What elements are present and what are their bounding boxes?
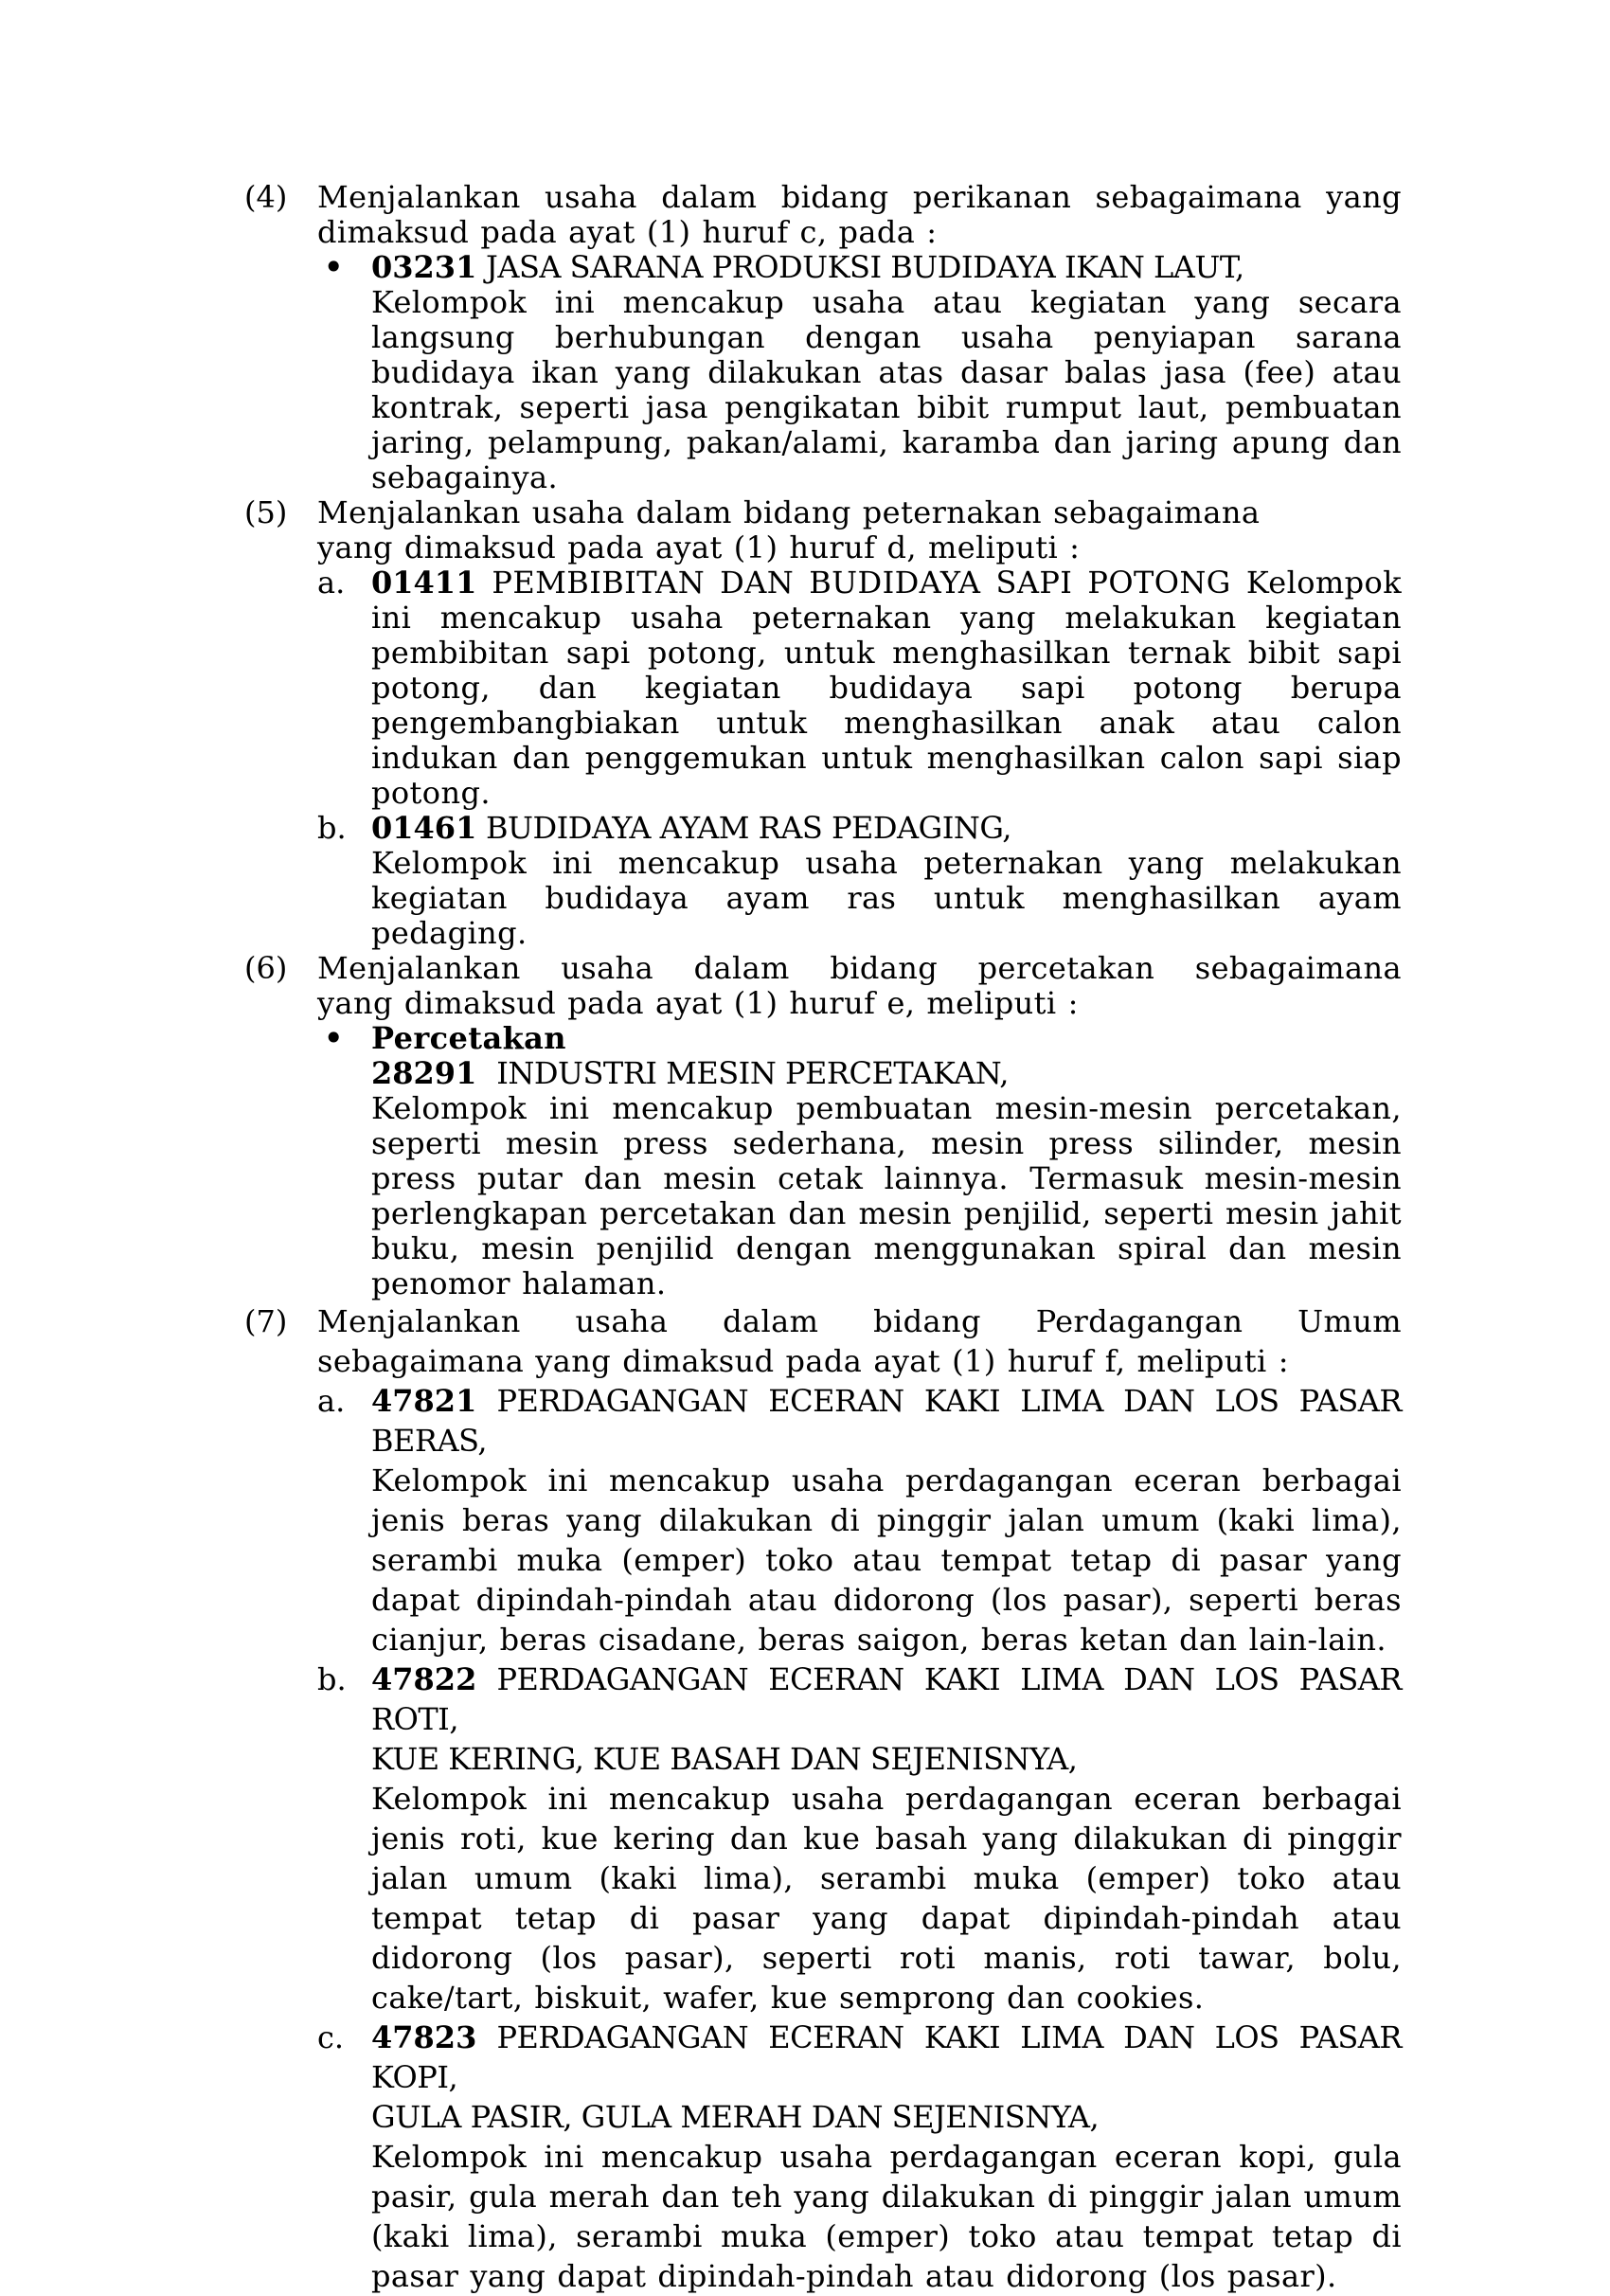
- list-item: [317, 1017, 1402, 1301]
- item-description: Kelompok ini mencakup usaha perdagangan eceran kopi, gula pasir, gula merah dan teh yang dilakukan di pinggir jalan umum (kaki lima), serambi muka (emper) toko atau tempat tetap di pasar yang dapat dipindah-pindah atau didorong (los pasar).: [371, 2139, 1402, 2294]
- item-title-line: [371, 1381, 1402, 1461]
- section-7: [244, 1301, 1402, 2296]
- section-5: [244, 495, 1402, 951]
- kbli-title: PEMBIBITAN DAN BUDIDAYA SAPI POTONG: [492, 565, 1231, 601]
- section-heading-line: yang dimaksud pada ayat (1) huruf e, meliputi :: [317, 985, 1079, 1021]
- item-paragraph: [371, 565, 1402, 811]
- section-heading-line: Menjalankan usaha dalam bidang percetakan sebagaimana: [317, 950, 1402, 986]
- kbli-code: 28291: [371, 1055, 477, 1091]
- section-4: [244, 180, 1402, 495]
- letter-marker: a.: [317, 1383, 346, 1419]
- kbli-code: 01411: [371, 565, 477, 601]
- kbli-code: 01461: [371, 810, 477, 846]
- section-number: (4): [244, 179, 288, 215]
- kbli-code: 47822: [371, 1661, 477, 1697]
- kbli-title: PERDAGANGAN ECERAN KAKI LIMA DAN LOS PASAR KOPI,: [371, 2019, 1403, 2095]
- item-title-line: [371, 1056, 1402, 1091]
- item-description: Kelompok ini mencakup usaha peternakan yang melakukan kegiatan budidaya ayam ras untuk menghasilkan ayam pedaging.: [371, 845, 1402, 951]
- section-heading-line: Menjalankan usaha dalam bidang Perdagangan Umum: [317, 1303, 1402, 1339]
- list-item: [317, 1381, 1402, 1659]
- bullet-marker: •: [323, 246, 345, 288]
- section-heading-line: Menjalankan usaha dalam bidang peternakan sebagaimana: [317, 494, 1261, 530]
- letter-marker: a.: [317, 565, 346, 601]
- section-number: (6): [244, 950, 288, 986]
- item-description: Kelompok ini mencakup usaha perdagangan eceran berbagai jenis beras yang dilakukan di pinggir jalan umum (kaki lima), serambi muka (emper) toko atau tempat tetap di pasar yang dapat dipindah-pindah atau didorong (los pasar), seperti beras cianjur, beras cisadane, beras saigon, beras ketan dan lain-lain.: [371, 1462, 1402, 1658]
- item-title-line: [371, 811, 1402, 846]
- letter-marker: b.: [317, 810, 347, 846]
- section-number: (7): [244, 1303, 288, 1339]
- section-heading-line: sebagaimana yang dimaksud pada ayat (1) huruf f, meliputi :: [317, 1343, 1289, 1379]
- section-number: (5): [244, 494, 288, 530]
- item-label: Percetakan: [371, 1020, 566, 1056]
- item-title-line: [371, 250, 1402, 285]
- list-item: [317, 1659, 1402, 2018]
- item-description: Kelompok ini mencakup usaha perdagangan eceran berbagai jenis roti, kue kering dan kue basah yang dilakukan di pinggir jalan umum (kaki lima), serambi muka (emper) toko atau tempat tetap di pasar yang dapat dipindah-pindah atau didorong (los pasar), seperti roti manis, roti tawar, bolu, cake/tart, biskuit, wafer, kue semprong dan cookies.: [371, 1781, 1402, 2016]
- section-heading-line: Menjalankan usaha dalam bidang perikanan sebagaimana yang: [317, 179, 1402, 215]
- section-heading-line: dimaksud pada ayat (1) huruf c, pada :: [317, 214, 938, 250]
- item-title-line: [371, 2018, 1402, 2097]
- section-heading-line: yang dimaksud pada ayat (1) huruf d, meliputi :: [317, 529, 1081, 565]
- list-item: [317, 811, 1402, 951]
- section-6: [244, 951, 1402, 1301]
- kbli-code: 47823: [371, 2019, 477, 2055]
- kbli-code: 47821: [371, 1383, 477, 1419]
- list-item: [317, 565, 1402, 811]
- kbli-title: JASA SARANA PRODUKSI BUDIDAYA IKAN LAUT,: [486, 249, 1244, 285]
- kbli-title: PERDAGANGAN ECERAN KAKI LIMA DAN LOS PASAR BERAS,: [371, 1383, 1403, 1459]
- item-description: Kelompok ini mencakup usaha peternakan yang melakukan kegiatan pembibitan sapi potong, untuk menghasilkan ternak bibit sapi potong, dan kegiatan budidaya sapi potong berupa pengembangbiakan untuk menghasilkan anak atau calon indukan dan penggemukan untuk menghasilkan calon sapi siap potong.: [371, 565, 1402, 811]
- letter-marker: c.: [317, 2019, 345, 2055]
- item-title-line: [371, 1659, 1402, 1739]
- kbli-title: INDUSTRI MESIN PERCETAKAN,: [496, 1055, 1009, 1091]
- kbli-title: BUDIDAYA AYAM RAS PEDAGING,: [486, 810, 1011, 846]
- item-title-line: GULA PASIR, GULA MERAH DAN SEJENISNYA,: [371, 2099, 1100, 2135]
- kbli-title: PERDAGANGAN ECERAN KAKI LIMA DAN LOS PASAR ROTI,: [371, 1661, 1403, 1737]
- letter-marker: b.: [317, 1661, 347, 1697]
- kbli-code: 03231: [371, 249, 477, 285]
- document-content: [244, 180, 1402, 2296]
- list-item: [317, 246, 1402, 495]
- bullet-marker: •: [323, 1017, 345, 1059]
- list-item: [317, 2018, 1402, 2296]
- item-title-line: KUE KERING, KUE BASAH DAN SEJENISNYA,: [371, 1741, 1078, 1777]
- item-description: Kelompok ini mencakup usaha atau kegiatan yang secara langsung berhubungan dengan usaha penyiapan sarana budidaya ikan yang dilakukan atas dasar balas jasa (fee) atau kontrak, seperti jasa pengikatan bibit rumput laut, pembuatan jaring, pelampung, pakan/alami, karamba dan jaring apung dan sebagainya.: [371, 284, 1402, 495]
- item-description: Kelompok ini mencakup pembuatan mesin-mesin percetakan, seperti mesin press sederhana, mesin press silinder, mesin press putar dan mesin cetak lainnya. Termasuk mesin-mesin perlengkapan percetakan dan mesin penjilid, seperti mesin jahit buku, mesin penjilid dengan menggunakan spiral dan mesin penomor halaman.: [371, 1090, 1402, 1301]
